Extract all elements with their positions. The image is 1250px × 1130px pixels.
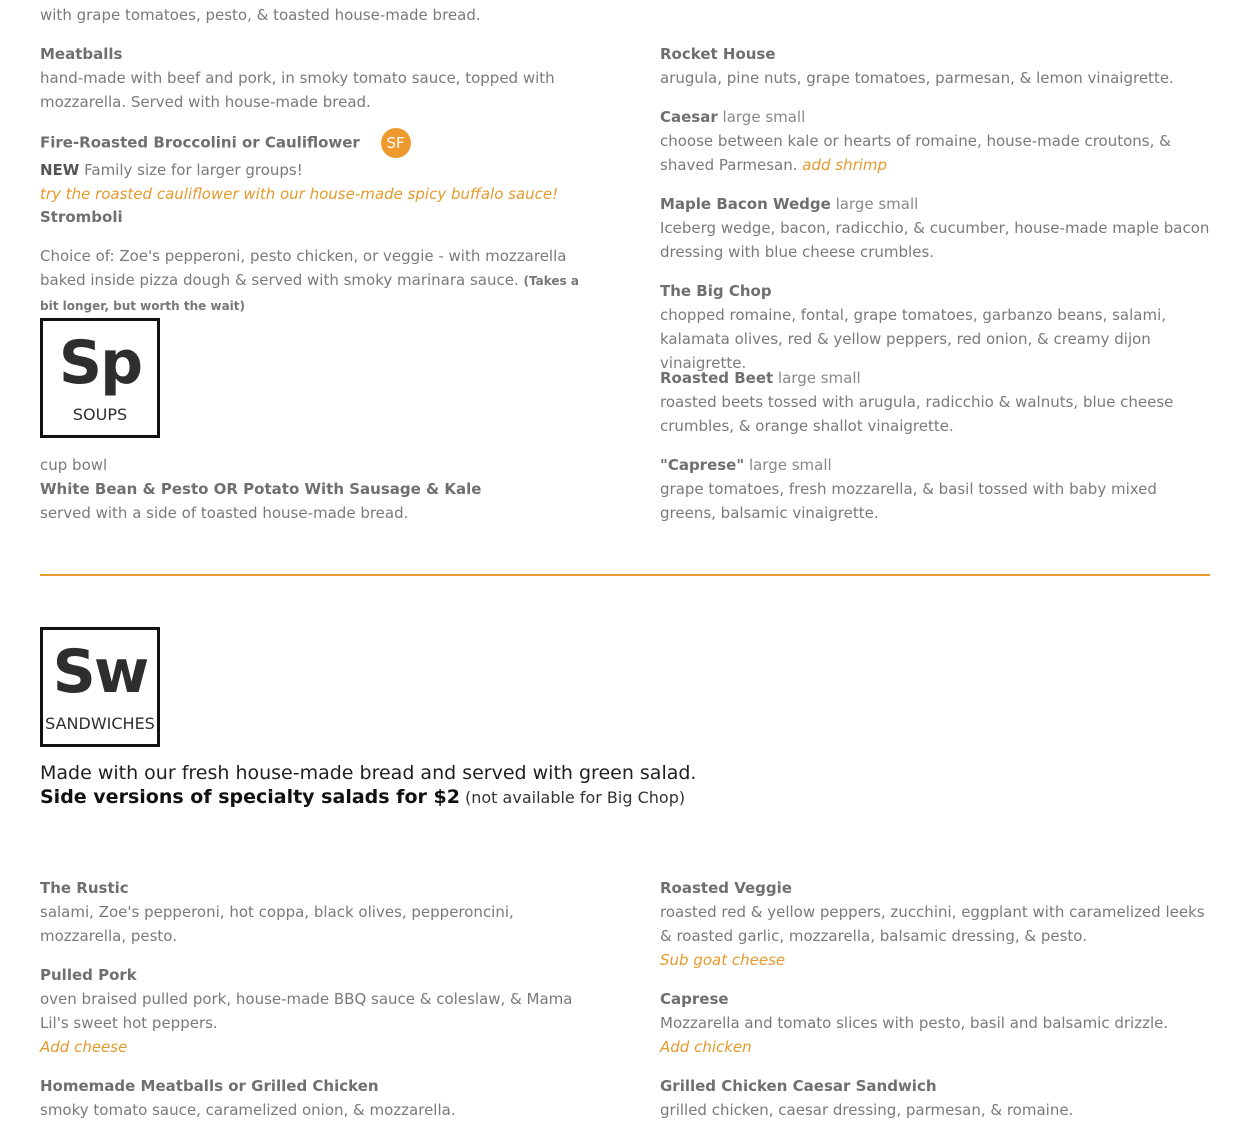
intro-line-1: Made with our fresh house-made bread and served with green salad.	[40, 762, 697, 784]
menu-item-meatballs	[40, 42, 600, 114]
item-name: Grilled Chicken Caesar Sandwich	[660, 1077, 937, 1095]
item-name: Roasted Veggie	[660, 879, 792, 897]
menu-item-soup	[40, 453, 600, 525]
intro-line-2-bold: Side versions of specialty salads for $2	[40, 786, 460, 808]
menu-item-big-chop	[660, 279, 1210, 375]
soups-label: SOUPS	[72, 405, 128, 424]
item-desc: Choice of: Zoe's pepperoni, pesto chicken, or veggie - with mozzarella baked inside pizza dough & served with smoky marinara sauce.	[40, 247, 567, 289]
soups-section-icon	[40, 318, 160, 438]
menu-item-caprese-sandwich	[660, 987, 1210, 1059]
item-desc: grilled chicken, caesar dressing, parmesan, & romaine.	[660, 1101, 1074, 1119]
item-desc: roasted beets tossed with arugula, radicchio & walnuts, blue cheese crumbles, & orange shallot vinaigrette.	[660, 393, 1174, 435]
item-name: Homemade Meatballs or Grilled Chicken	[40, 1077, 379, 1095]
item-name: Stromboli	[40, 208, 123, 226]
item-note: (Takes a bit longer, but worth the wait)	[40, 274, 579, 313]
sub-goat-cheese-link[interactable]: Sub goat cheese	[660, 951, 786, 969]
item-name: Caesar	[660, 108, 718, 126]
item-desc: oven braised pulled pork, house-made BBQ sauce & coleslaw, & Mama Lil's sweet hot peppers.	[40, 990, 573, 1032]
add-cheese-link[interactable]: Add cheese	[40, 1038, 128, 1056]
spicy-free-badge-icon: SF	[381, 128, 411, 158]
menu-item-the-rustic	[40, 876, 600, 948]
item-desc: chopped romaine, fontal, grape tomatoes, garbanzo beans, salami, kalamata olives, red & yellow peppers, red onion, & creamy dijon vinaigrette.	[660, 306, 1167, 372]
item-name: White Bean & Pesto OR Potato With Sausage & Kale	[40, 480, 482, 498]
size-options: large small	[744, 456, 832, 474]
item-name: The Big Chop	[660, 282, 772, 300]
item-desc: served with a side of toasted house-made bread.	[40, 504, 409, 522]
size-options: large small	[830, 195, 919, 213]
sandwiches-section-icon	[40, 627, 160, 747]
add-shrimp-link[interactable]: add shrimp	[802, 156, 888, 174]
item-desc: Mozzarella and tomato slices with pesto, basil and balsamic drizzle.	[660, 1014, 1169, 1032]
new-label: NEW	[40, 161, 80, 179]
add-chicken-link[interactable]: Add chicken	[660, 1038, 752, 1056]
sandwiches-intro	[40, 761, 940, 810]
item-desc: salami, Zoe's pepperoni, hot coppa, black olives, pepperoncini, mozzarella, pesto.	[40, 903, 514, 945]
item-name: "Caprese"	[660, 456, 745, 474]
item-desc: Iceberg wedge, bacon, radicchio, & cucumber, house-made maple bacon dressing with blue cheese crumbles.	[660, 219, 1210, 261]
sandwiches-label: SANDWICHES	[45, 714, 155, 733]
item-desc: choose between kale or hearts of romaine, house-made croutons, & shaved Parmesan.	[660, 132, 1171, 174]
item-name: Rocket House	[660, 45, 776, 63]
item-desc: hand-made with beef and pork, in smoky tomato sauce, topped with mozzarella. Served with house-made bread.	[40, 69, 555, 111]
item-name: Fire-Roasted Broccolini or Cauliflower	[40, 133, 360, 152]
item-desc: with grape tomatoes, pesto, & toasted house-made bread.	[40, 6, 481, 24]
menu-item-stromboli	[40, 205, 600, 318]
menu-item-maple-bacon-wedge	[660, 192, 1210, 264]
size-options: cup bowl	[40, 456, 108, 474]
item-desc: arugula, pine nuts, grape tomatoes, parmesan, & lemon vinaigrette.	[660, 69, 1174, 87]
menu-item-caprese-salad	[660, 453, 1210, 525]
menu-item-roasted-beet	[660, 366, 1210, 438]
menu-item-chicken-caesar-sandwich	[660, 1074, 1210, 1122]
item-note: try the roasted cauliflower with our house-made spicy buffalo sauce!	[40, 185, 559, 203]
size-options: large small	[773, 369, 861, 387]
item-name: Meatballs	[40, 45, 123, 63]
menu-item-broccolini	[40, 128, 620, 206]
menu-item-pulled-pork	[40, 963, 600, 1059]
soups-abbr: Sp	[58, 328, 142, 398]
item-name: Roasted Beet	[660, 369, 774, 387]
menu-item-roasted-veggie	[660, 876, 1210, 972]
item-name: The Rustic	[40, 879, 129, 897]
size-options: large small	[717, 108, 806, 126]
intro-line-2-note: (not available for Big Chop)	[459, 788, 686, 807]
item-desc: smoky tomato sauce, caramelized onion, & mozzarella.	[40, 1101, 456, 1119]
menu-item-rocket-house	[660, 42, 1210, 90]
item-desc: Family size for larger groups!	[79, 161, 303, 179]
item-name: Caprese	[660, 990, 729, 1008]
section-divider	[40, 574, 1210, 576]
sandwiches-abbr: Sw	[52, 637, 148, 707]
menu-item-caesar	[660, 105, 1210, 177]
item-name: Pulled Pork	[40, 966, 137, 984]
item-desc: grape tomatoes, fresh mozzarella, & basil tossed with baby mixed greens, balsamic vinaigrette.	[660, 480, 1157, 522]
menu-item-meatballs-chicken	[40, 1074, 600, 1122]
item-name: Maple Bacon Wedge	[660, 195, 831, 213]
item-desc: roasted red & yellow peppers, zucchini, eggplant with caramelized leeks & roasted garlic, mozzarella, balsamic dressing, & pesto.	[660, 903, 1205, 945]
